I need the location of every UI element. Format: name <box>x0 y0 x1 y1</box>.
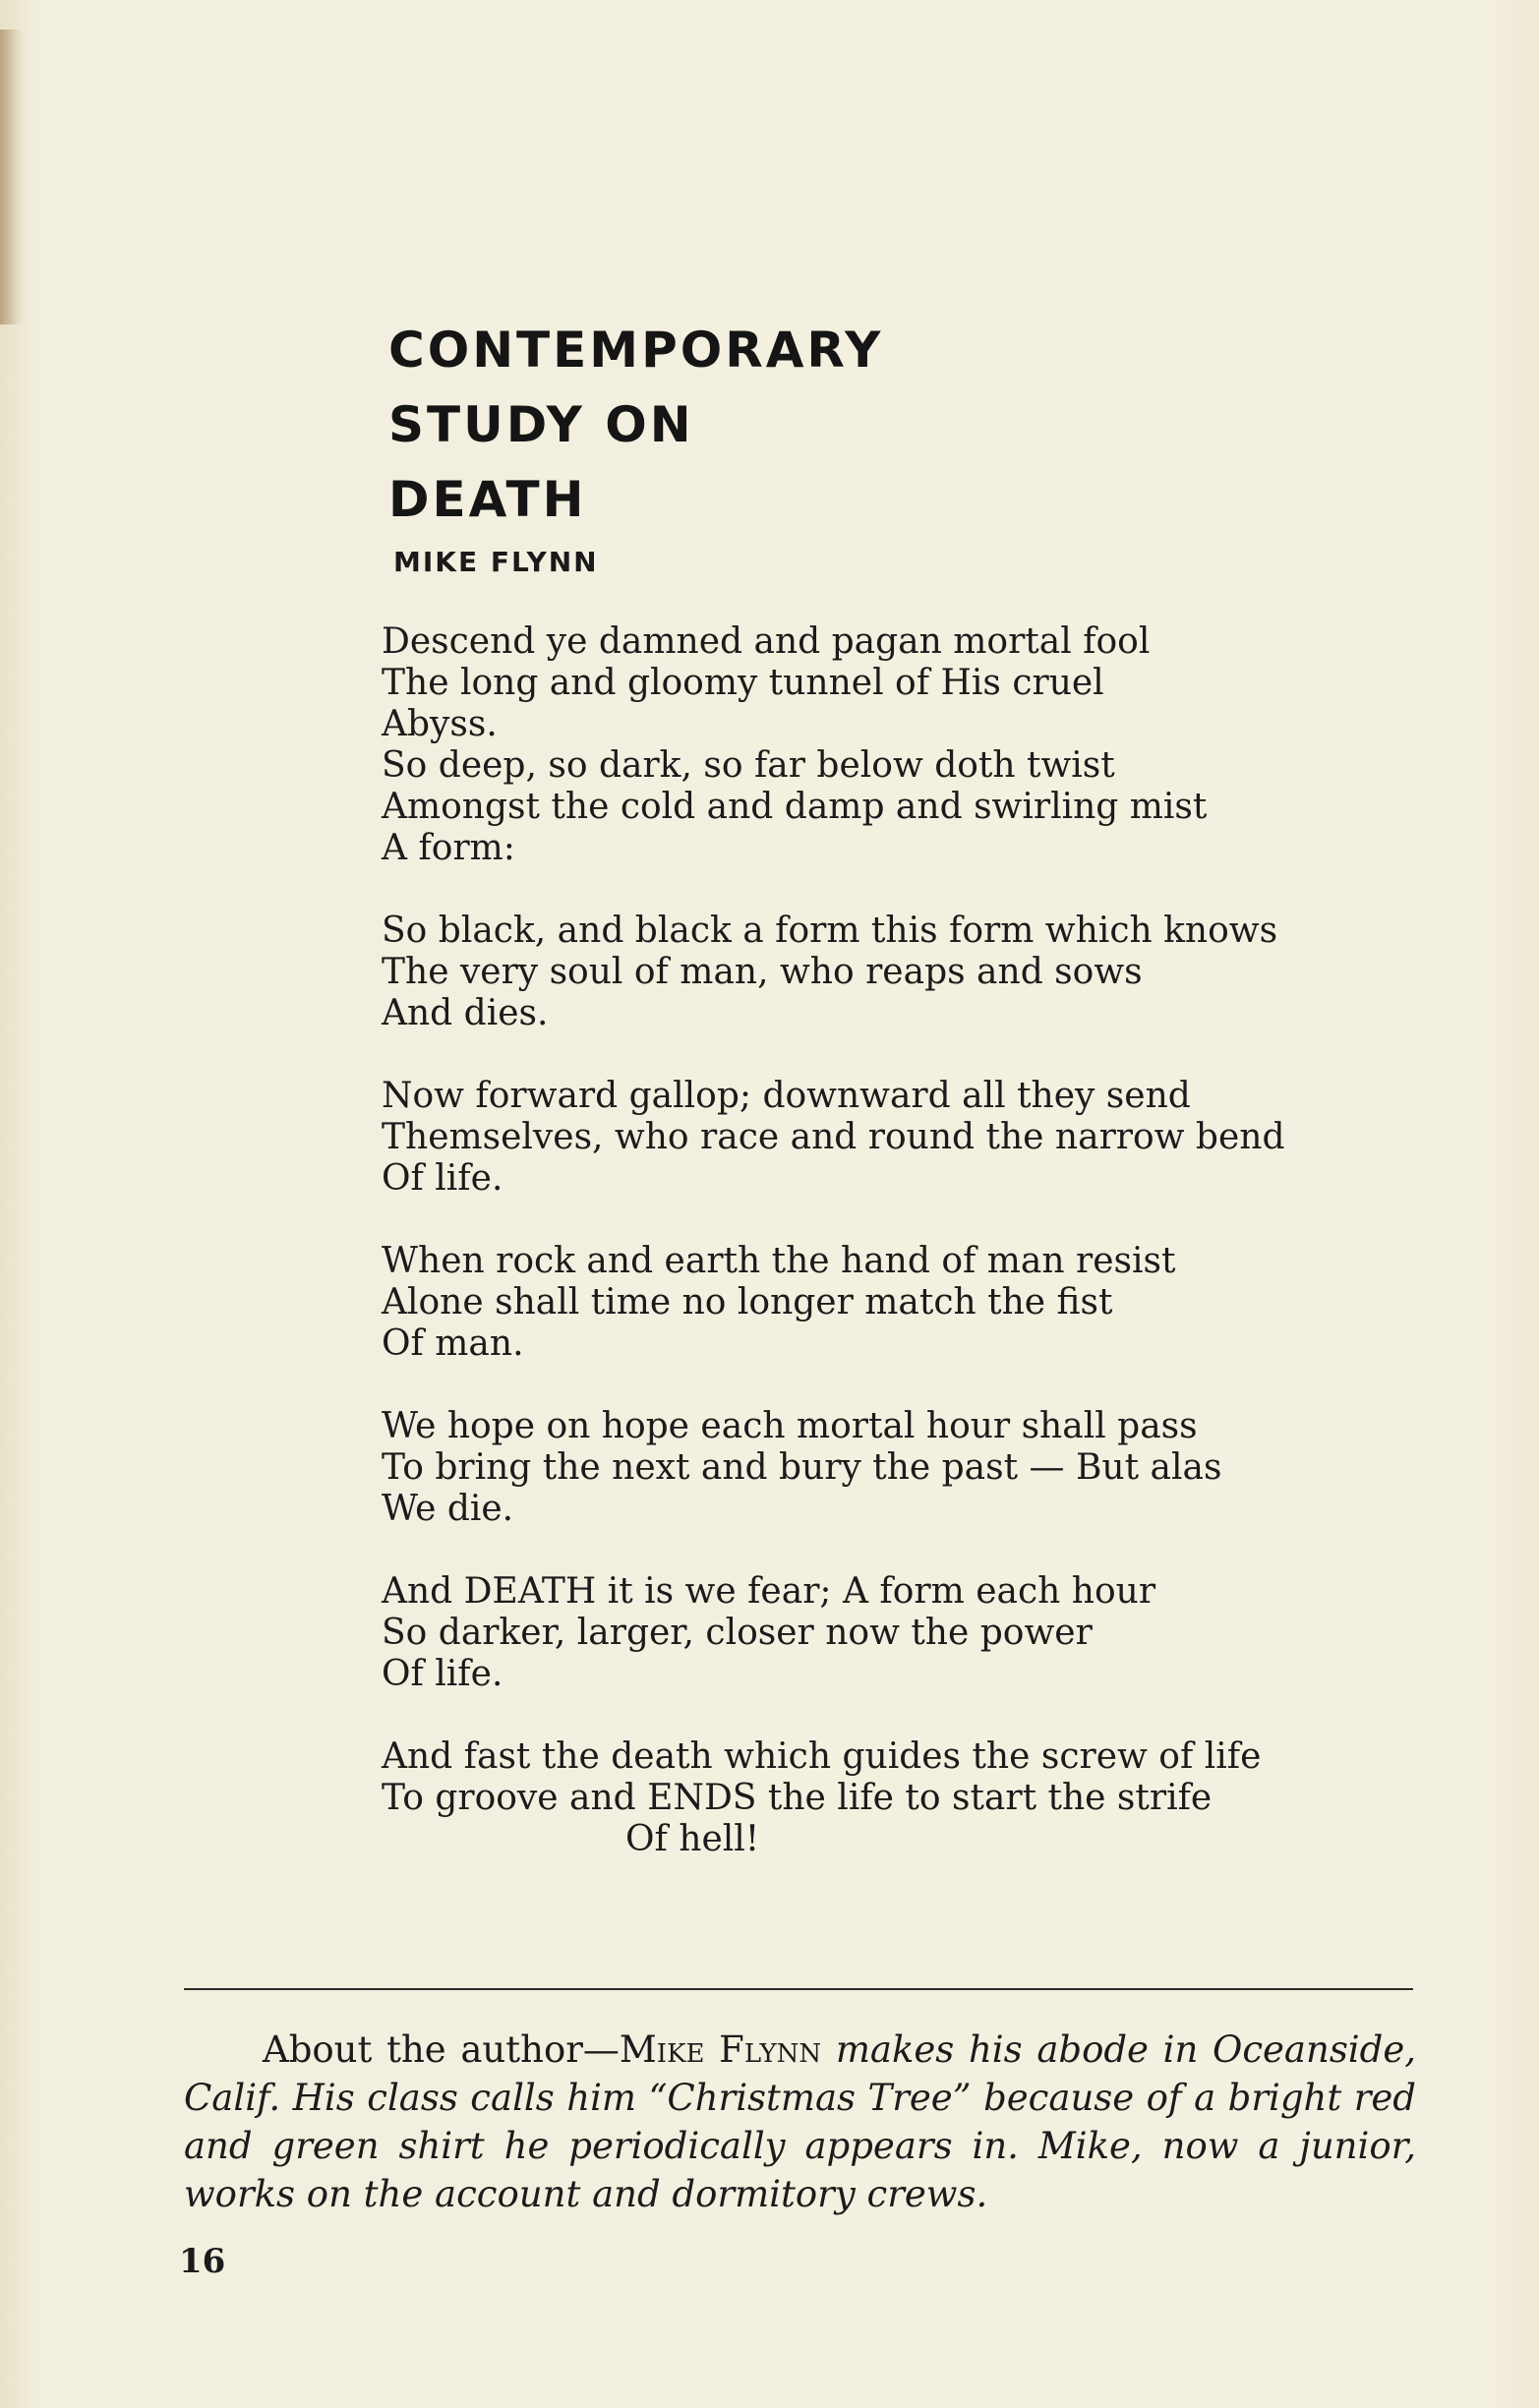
poem-line: So deep, so dark, so far below doth twist <box>382 745 1115 786</box>
stanza <box>382 745 1365 869</box>
poem-line: Of hell! <box>625 1819 760 1859</box>
poem-line: Amongst the cold and damp and swirling mist <box>382 787 1208 827</box>
poem-line: The long and gloomy tunnel of His cruel <box>382 663 1104 703</box>
poem-line: Of man. <box>382 1323 524 1364</box>
about-lead: About the author— <box>263 2028 620 2071</box>
stanza <box>382 910 1365 1034</box>
poem-line: Descend ye damned and pagan mortal fool <box>382 621 1151 662</box>
poem-line: Themselves, who race and round the narrow bend <box>382 1117 1285 1157</box>
about-paragraph <box>184 2026 1416 2218</box>
poem-line: Alone shall time no longer match the fist <box>382 1282 1113 1322</box>
title-line: CONTEMPORARY <box>388 322 884 379</box>
poem-line: And dies. <box>382 993 549 1033</box>
page-number: 16 <box>179 2242 226 2281</box>
stanza <box>382 1406 1365 1530</box>
title-line: STUDY ON <box>388 396 694 453</box>
poem-line: So darker, larger, closer now the power <box>382 1613 1093 1653</box>
stanza <box>382 1736 1365 1860</box>
poem-line: And fast the death which guides the screw of life <box>382 1736 1262 1777</box>
about-the-author <box>184 2026 1416 2218</box>
stanza <box>382 1571 1365 1695</box>
title-line: DEATH <box>388 471 587 528</box>
about-author-name: Mike Flynn <box>619 2028 822 2071</box>
poem-line: The very soul of man, who reaps and sows <box>382 952 1143 992</box>
divider-rule <box>184 1988 1413 1990</box>
poem-line: We hope on hope each mortal hour shall pass <box>382 1406 1198 1446</box>
poem-line: To bring the next and bury the past — But alas <box>382 1447 1222 1488</box>
poem-line: Abyss. <box>382 704 498 744</box>
poem-line: When rock and earth the hand of man resist <box>382 1241 1176 1281</box>
poem-title <box>388 313 883 537</box>
poem-line: Of life. <box>382 1158 503 1199</box>
binding-stain <box>0 29 26 324</box>
about-text: makes his abode in Oceanside, Calif. His class calls him “Christmas Tree” because of a bright red and green shirt he periodically appears in. Mike, now a junior, works on the account and dormitory crews. <box>184 2028 1416 2215</box>
poem-line: To groove and ENDS the life to start the strife <box>382 1778 1213 1818</box>
poem-line: Now forward gallop; downward all they send <box>382 1076 1191 1116</box>
poem-line: We die. <box>382 1489 514 1529</box>
poem-line: So black, and black a form this form which knows <box>382 910 1278 951</box>
stanza <box>382 621 1365 745</box>
poem-body <box>382 621 1365 1902</box>
stanza <box>382 1076 1365 1200</box>
stanza <box>382 1241 1365 1365</box>
poem-author: MIKE FLYNN <box>393 546 599 578</box>
poem-line: A form: <box>382 828 515 868</box>
poem-line: And DEATH it is we fear; A form each hour <box>382 1571 1156 1612</box>
poem-line: Of life. <box>382 1654 503 1694</box>
